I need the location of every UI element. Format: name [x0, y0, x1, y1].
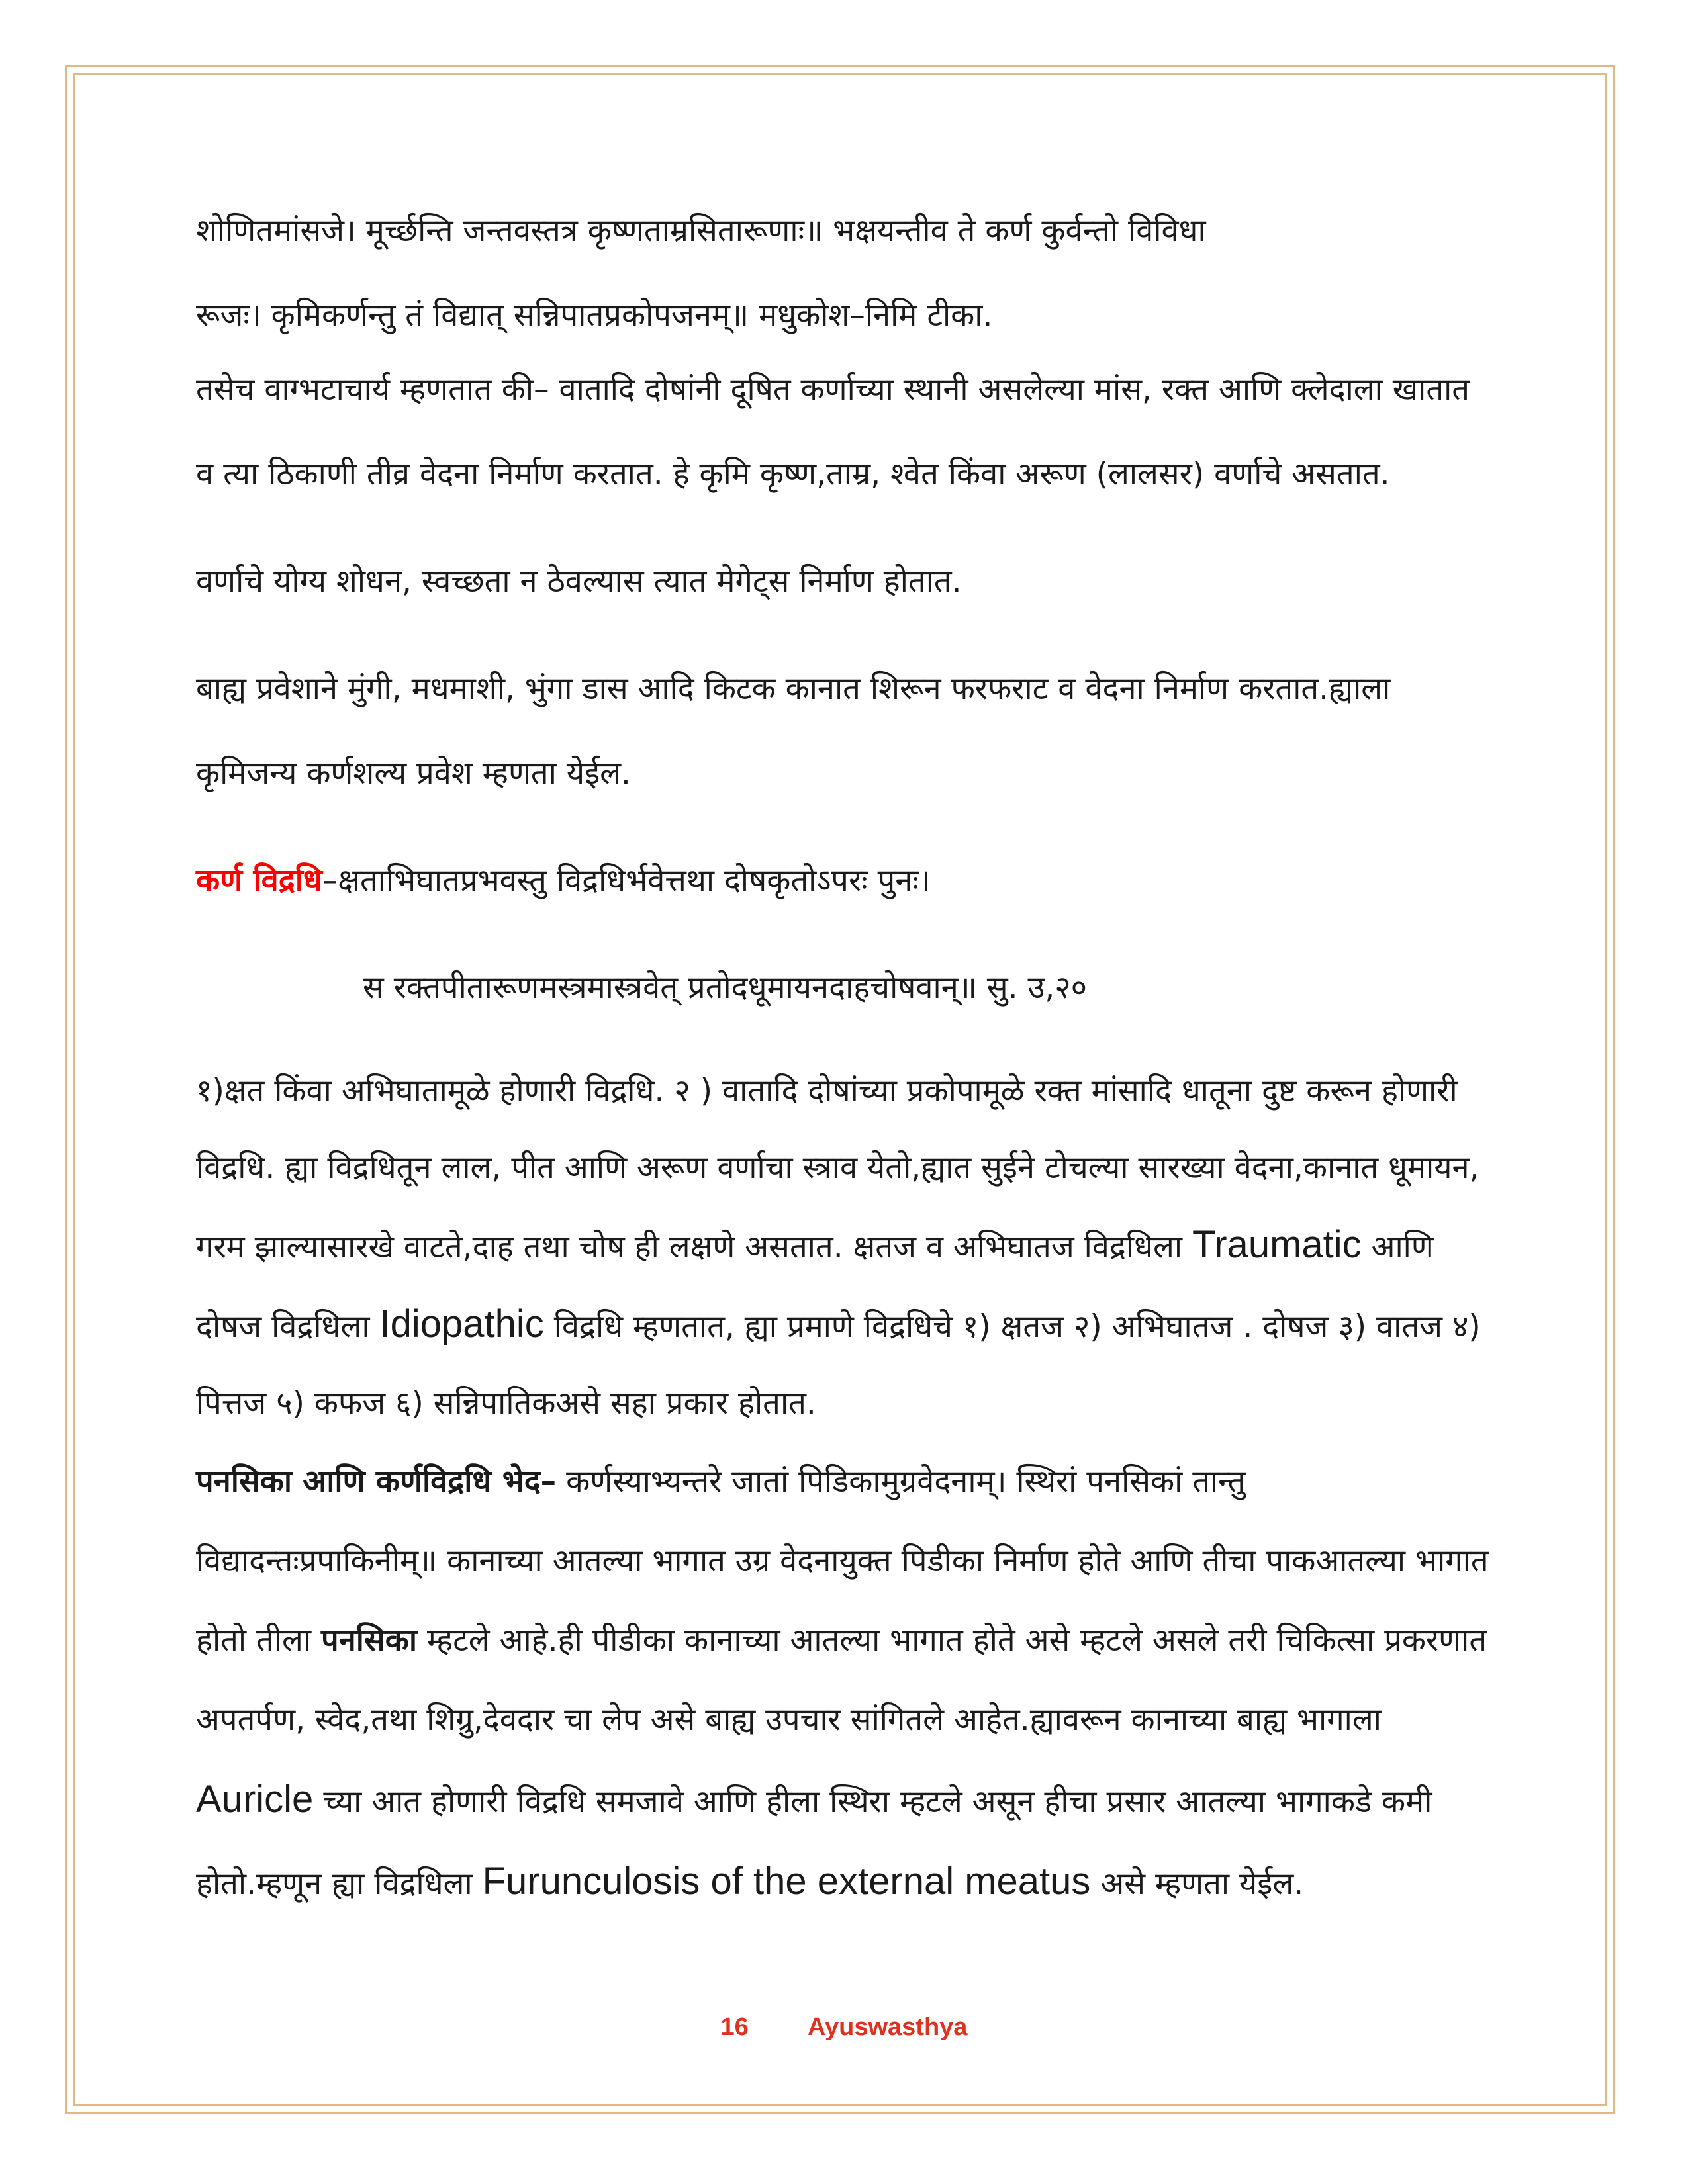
paragraph-1	[196, 189, 1493, 358]
paragraph-8-part-d: असे म्हणता येईल.	[1100, 1866, 1304, 1902]
paragraph-8-part-a: कर्णस्याभ्यन्तरे जातां पिडिकामुग्रवेदनाम्। स्थिरां पनसिकां तान्तु विद्यादन्तःप्रपाकिनीम्॥ कानाच्या आतल्या भागात उग्र वेदनायुक्त पिडीका निर्माण होते आणि तीचा पाकआतल्या भागात होतो तीला	[196, 1463, 1489, 1659]
paragraph-8	[196, 1442, 1493, 1924]
paragraph-7	[196, 1053, 1493, 1442]
section-heading-panasika: पनसिका आणि कर्णविद्रधि भेद–	[196, 1463, 557, 1500]
term-auricle: Auricle	[196, 1778, 314, 1821]
verse-line: स रक्तपीतारूणमस्त्रमास्त्रवेत् प्रतोदधूमायनदाहचोषवान्॥ सु. उ,२०	[363, 970, 1088, 1006]
term-panasika: पनसिका	[321, 1622, 417, 1659]
paragraph-7-part-b: आणि दोषज विद्रधिला	[196, 1229, 1434, 1345]
paragraph-2: तसेच वाग्भटाचार्य म्हणतात की– वातादि दोषांनी दूषित कर्णाच्या स्थानी असलेल्या मांस, रक्त आणि क्लेदाला खातात व त्या ठिकाणी तीव्र वेदना निर्माण करतात. हे कृमि कृष्ण,ताम्र, श्वेत किंवा अरूण (लालसर) वर्णाचे असतात.	[196, 371, 1470, 492]
paragraph-8-part-c: च्या आत होणारी विद्रधि समजावे आणि हीला स्थिरा म्हटले असून हीचा प्रसार आतल्या भागाकडे कमी होतो.म्हणून ह्या विद्रधिला	[196, 1784, 1432, 1902]
paragraph-1-line-2: रूजः। कृमिकर्णन्तु तं विद्यात् सन्निपातप्रकोपजनम्॥ मधुकोश–निमि टीका.	[196, 297, 993, 334]
paragraph-1-line-1: शोणितमांसजे। मूर्च्छन्ति जन्तवस्तत्र कृष्णताम्रसितारूणाः॥ भक्षयन्तीव ते कर्ण कुर्वन्तो विविधा	[196, 212, 1206, 249]
term-idiopathic: Idiopathic	[379, 1302, 544, 1345]
paragraph-7-part-a: १)क्षत किंवा अभिघातामूळे होणारी विद्रधि. २ ) वातादि दोषांच्या प्रकोपामूळे रक्त मांसादि धातूना दुष्ट करून होणारी विद्रधि. ह्या विद्रधितून लाल, पीत आणि अरूण वर्णाचा स्त्राव येतो,ह्यात सुईने टोचल्या सारख्या वेदना,कानात धूमायन, गरम झाल्यासारखे वाटते,दाह तथा चोष ही लक्षणे असतात. क्षतज व अभिघातज विद्रधिला	[196, 1073, 1479, 1265]
footer-title: Ayuswasthya	[807, 2013, 968, 2041]
paragraph-5-text: –क्षताभिघातप्रभवस्तु विद्रधिर्भवेत्तथा दोषकृतोऽपरः पुनः।	[322, 862, 931, 899]
term-traumatic: Traumatic	[1192, 1223, 1362, 1266]
page-number: 16	[720, 2013, 749, 2041]
page-footer	[0, 2013, 1688, 2042]
paragraph-8-part-b: म्हटले आहे.ही पीडीका कानाच्या आतल्या भागात होते असे म्हटले असले तरी चिकित्सा प्रकरणात अपतर्पण, स्वेद,तथा शिग्रु,देवदार चा लेप असे बाह्य उपचार सांगितले आहेत.ह्यावरून कानाच्या बाह्य भागाला	[196, 1622, 1487, 1738]
paragraph-3: वर्णाचे योग्य शोधन, स्वच्छता न ठेवल्यास त्यात मेगेट्स निर्माण होतात.	[196, 563, 962, 600]
section-heading-karna-vidradhi: कर्ण विद्रधि	[196, 862, 322, 899]
page-content	[196, 189, 1493, 1924]
paragraph-5	[196, 839, 1493, 923]
paragraph-7-part-c: विद्रधि म्हणतात, ह्या प्रमाणे विद्रधिचे १) क्षतज २) अभिघातज . दोषज ३) वातज ४) पित्तज ५) कफज ६) सन्निपातिकअसे सहा प्रकार होतात.	[196, 1308, 1481, 1422]
term-furunculosis: Furunculosis of the external meatus	[482, 1860, 1091, 1903]
paragraph-4: बाह्य प्रवेशाने मुंगी, मधमाशी, भुंगा डास आदि किटक कानात शिरून फरफराट व वेदना निर्माण करतात.ह्याला कृमिजन्य कर्णशल्य प्रवेश म्हणता येईल.	[196, 670, 1391, 792]
